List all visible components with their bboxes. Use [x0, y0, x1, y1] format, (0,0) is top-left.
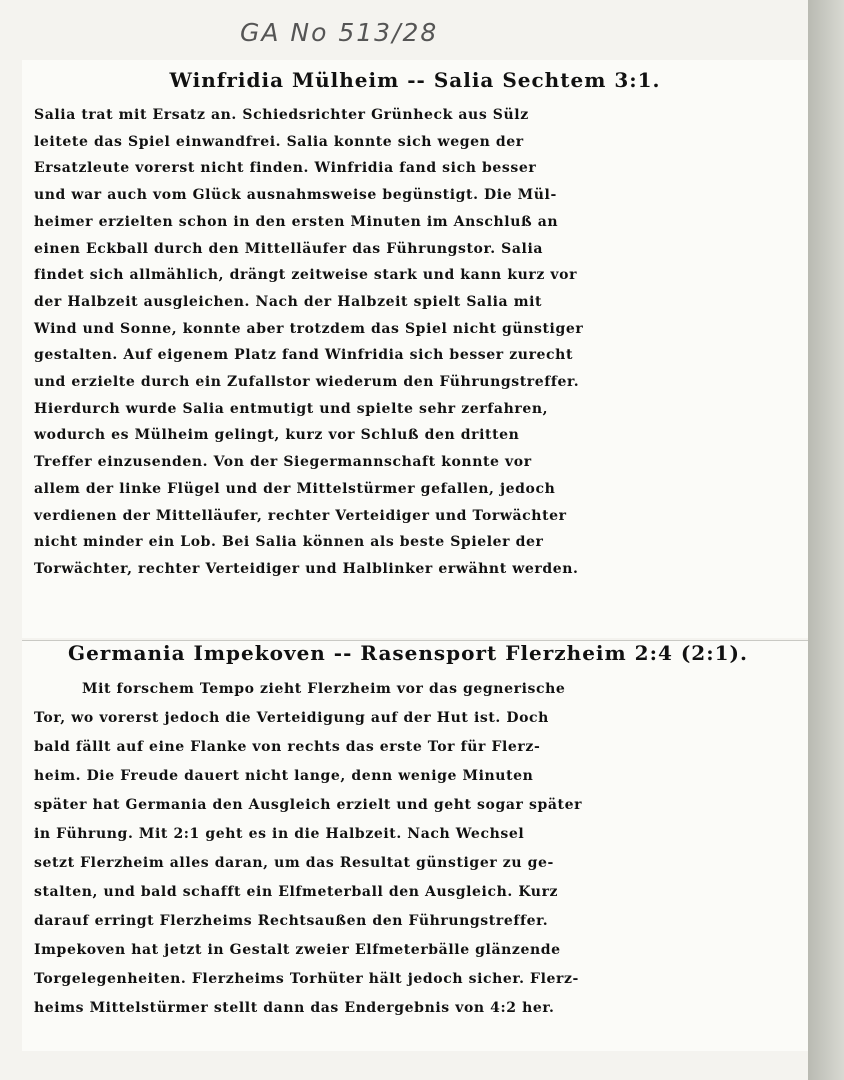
text-line: Ersatzleute vorerst nicht finden. Winfridia fand sich besser	[34, 160, 537, 177]
text-line: Wind und Sonne, konnte aber trotzdem das Spiel nicht günstiger	[34, 320, 584, 337]
text-line: wodurch es Mülheim gelingt, kurz vor Schluß den dritten	[34, 427, 520, 444]
text-line: bald fällt auf eine Flanke von rechts das erste Tor für Flerz-	[34, 739, 541, 755]
text-line: darauf erringt Flerzheims Rechtsaußen den Führungstreffer.	[34, 913, 549, 929]
text-line: findet sich allmählich, drängt zeitweise stark und kann kurz vor	[34, 267, 578, 284]
text-line: und war auch vom Glück ausnahmsweise begünstigt. Die Mül-	[34, 187, 557, 204]
text-line: Impekoven hat jetzt in Gestalt zweier Elfmeterbälle glänzende	[34, 942, 561, 958]
newspaper-clipping-1	[22, 60, 808, 638]
archive-handwritten-note: GA No 513/28	[240, 18, 439, 47]
text-line: Tor, wo vorerst jedoch die Verteidigung auf der Hut ist. Doch	[34, 710, 549, 726]
text-line: später hat Germania den Ausgleich erzielt und geht sogar später	[34, 797, 583, 813]
text-line: Torwächter, rechter Verteidiger und Halblinker erwähnt werden.	[34, 560, 579, 577]
text-line: und erzielte durch ein Zufallstor wiederum den Führungstreffer.	[34, 374, 580, 391]
text-line: stalten, und bald schafft ein Elfmeterball den Ausgleich. Kurz	[34, 884, 559, 900]
text-line: setzt Flerzheim alles daran, um das Resultat günstiger zu ge-	[34, 855, 554, 871]
article-2-heading: Germania Impekoven -- Rasensport Flerzheim 2:4 (2:1).	[68, 641, 748, 665]
article-2-body	[22, 675, 808, 1023]
text-line: einen Eckball durch den Mittelläufer das Führungstor. Salia	[34, 240, 544, 257]
page-edge-background	[808, 0, 844, 1080]
text-line: heimer erzielten schon in den ersten Minuten im Anschluß an	[34, 213, 559, 230]
text-line: heims Mittelstürmer stellt dann das Endergebnis von 4:2 her.	[34, 1000, 555, 1016]
article-1-heading: Winfridia Mülheim -- Salia Sechtem 3:1.	[169, 68, 661, 92]
text-line: gestalten. Auf eigenem Platz fand Winfridia sich besser zurecht	[34, 347, 574, 364]
text-line: leitete das Spiel einwandfrei. Salia konnte sich wegen der	[34, 133, 524, 150]
text-line: nicht minder ein Lob. Bei Salia können als beste Spieler der	[34, 534, 544, 551]
text-line: in Führung. Mit 2:1 geht es in die Halbzeit. Nach Wechsel	[34, 826, 525, 842]
text-line: Treffer einzusenden. Von der Siegermannschaft konnte vor	[34, 454, 532, 471]
text-line: verdienen der Mittelläufer, rechter Verteidiger und Torwächter	[34, 507, 567, 524]
text-line: der Halbzeit ausgleichen. Nach der Halbzeit spielt Salia mit	[34, 293, 543, 310]
newspaper-clipping-2	[22, 640, 808, 1051]
text-line: heim. Die Freude dauert nicht lange, denn wenige Minuten	[34, 768, 534, 784]
text-line: Salia trat mit Ersatz an. Schiedsrichter Grünheck aus Sülz	[34, 107, 529, 123]
text-line: Mit forschem Tempo zieht Flerzheim vor das gegnerische	[82, 681, 566, 697]
text-line: Hierdurch wurde Salia entmutigt und spielte sehr zerfahren,	[34, 400, 549, 417]
text-line: Torgelegenheiten. Flerzheims Torhüter hält jedoch sicher. Flerz-	[34, 971, 579, 987]
article-1-body	[22, 102, 808, 583]
text-line: allem der linke Flügel und der Mittelstürmer gefallen, jedoch	[34, 480, 556, 497]
